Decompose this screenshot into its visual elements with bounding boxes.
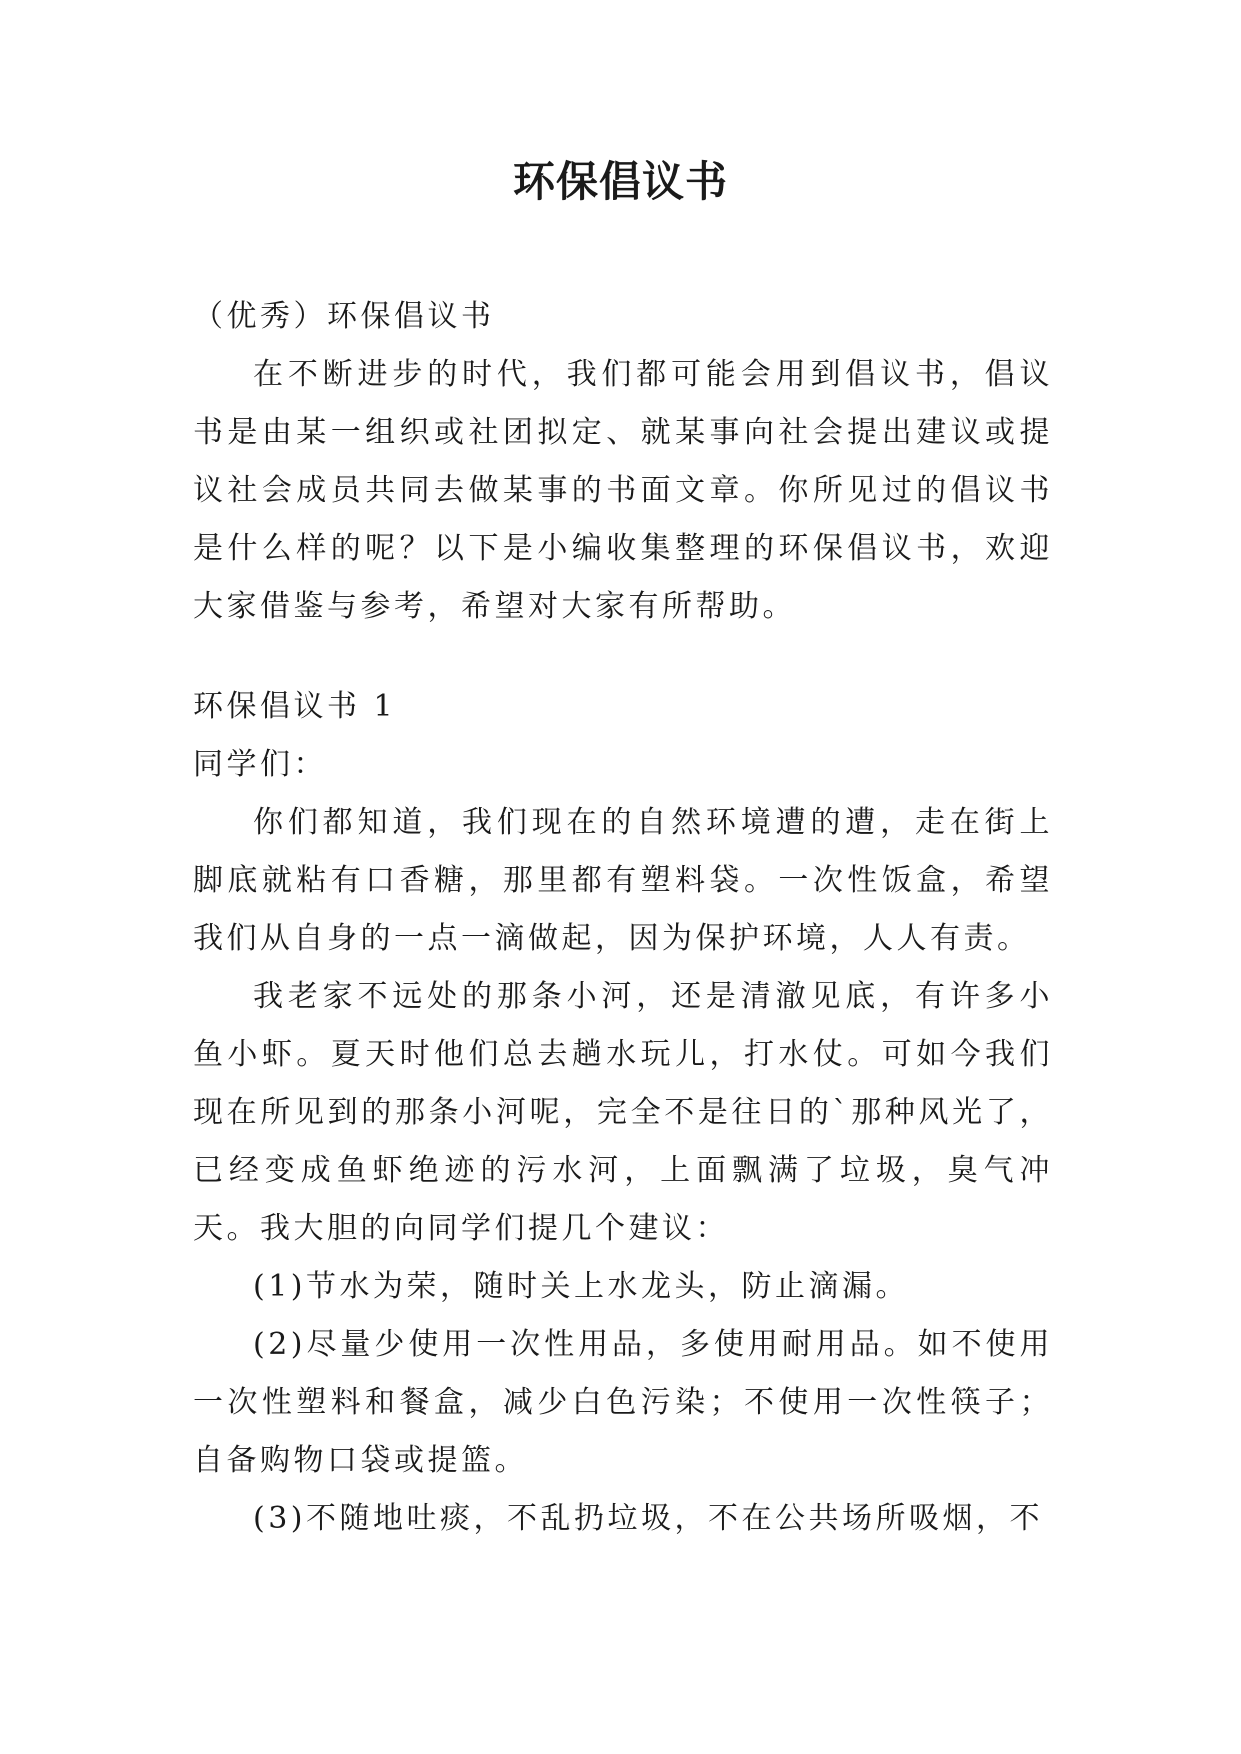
suggestion-item: (1)节水为荣，随时关上水龙头，防止滴漏。 (253, 1269, 909, 1304)
salutation: 同学们： (193, 747, 327, 782)
document-title: 环保倡议书 (512, 157, 728, 206)
body-paragraph: 我老家不远处的那条小河，还是清澈见底，有许多小鱼小虾。夏天时他们总去趟水玩儿，打水仗。可如今我们现在所见到的那条小河呢，完全不是往日的`那种风光了，已经变成鱼虾绝迹的污水河，上面飘满了垃圾，臭气冲天。我大胆的向同学们提几个建议： (193, 979, 1053, 1246)
section-heading: 环保倡议书 1 (193, 689, 397, 724)
body-paragraph: 你们都知道，我们现在的自然环境遭的遭，走在街上脚底就粘有口香糖，那里都有塑料袋。一次性饭盒，希望我们从自身的一点一滴做起，因为保护环境，人人有责。 (193, 805, 1053, 956)
subtitle: （优秀）环保倡议书 (193, 299, 495, 334)
suggestion-item: (3)不随地吐痰，不乱扔垃圾，不在公共场所吸烟，不 (253, 1501, 1043, 1536)
suggestion-item: (2)尽量少使用一次性用品，多使用耐用品。如不使用一次性塑料和餐盒，减少白色污染；不使用一次性筷子；自备购物口袋或提篮。 (193, 1327, 1053, 1478)
section-spacer (193, 636, 1053, 678)
document-body (193, 288, 1053, 1548)
intro-paragraph: 在不断进步的时代，我们都可能会用到倡议书，倡议书是由某一组织或社团拟定、就某事向社会提出建议或提议社会成员共同去做某事的书面文章。你所见过的倡议书是什么样的呢？以下是小编收集整理的环保倡议书，欢迎大家借鉴与参考，希望对大家有所帮助。 (193, 357, 1053, 624)
